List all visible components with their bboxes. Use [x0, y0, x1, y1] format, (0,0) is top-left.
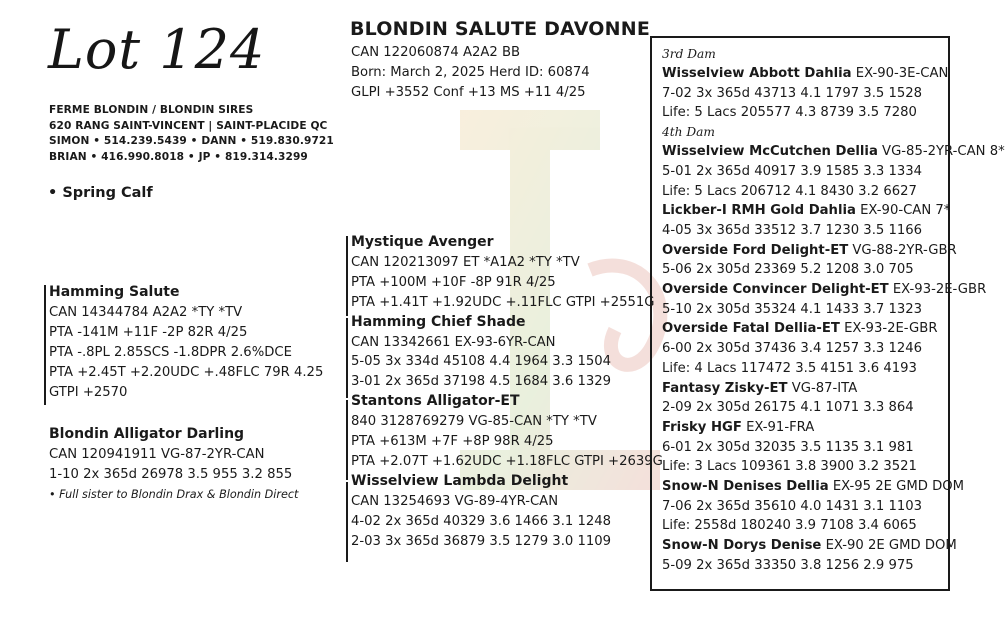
ancestor-line: 5-06 2x 305d 23369 5.2 1208 3.0 705: [662, 262, 914, 278]
ancestor-line: 4-05 3x 365d 33512 3.7 1230 3.5 1166: [662, 222, 923, 238]
generation-label: 3rd Dam: [662, 47, 716, 61]
sire-line: PTA -141M +11F -2P 82R 4/25: [49, 324, 248, 340]
farm-contacts-2: BRIAN • 416.990.8018 • JP • 819.314.3299: [49, 150, 308, 163]
dam-name: Blondin Alligator Darling: [49, 426, 245, 442]
ancestor-classification: EX-90-CAN 7*: [855, 203, 951, 219]
ancestor-classification: EX-90-3E-CAN: [851, 66, 949, 81]
ancestor-name: Wisselview McCutchen Dellia: [662, 144, 878, 160]
ancestor-bracket: [346, 400, 348, 480]
generation-label: 4th Dam: [662, 125, 715, 140]
animal-details: [351, 43, 590, 104]
sire-block: [49, 283, 323, 402]
ancestor-name: Hamming Chief Shade: [351, 313, 526, 330]
lot-number: Lot 124: [48, 18, 266, 81]
animal-name: BLONDIN SALUTE DAVONNE: [350, 18, 651, 40]
animal-proofs: GLPI +3552 Conf +13 MS +11 4/25: [351, 85, 586, 101]
ancestor-classification: EX-93-2E-GBR: [888, 282, 987, 298]
maternal-line: [662, 45, 1005, 576]
sire-line: PTA +2.45T +2.20UDC +.48FLC 79R 4.25: [49, 364, 324, 380]
ancestor-name: Overside Convincer Delight-ET: [662, 282, 889, 298]
ancestor-name: Frisky HGF: [662, 419, 742, 435]
ancestor-line: 840 3128769279 VG-85-CAN *TY *TV: [351, 414, 597, 430]
ancestor-line: Life: 5 Lacs 205577 4.3 8739 3.5 7280: [662, 105, 917, 121]
sire-bracket: [44, 285, 46, 405]
ancestor-line: 6-00 2x 305d 37436 3.4 1257 3.3 1246: [662, 341, 923, 357]
ancestor-name: Overside Fatal Dellia-ET: [662, 321, 840, 337]
ancestor-name: Wisselview Abbott Dahlia: [662, 66, 852, 81]
lot-status: • Spring Calf: [48, 185, 153, 201]
animal-registration: CAN 122060874 A2A2 BB: [351, 45, 521, 60]
sire-line: GTPI +2570: [49, 384, 128, 400]
ancestor-name: Lickber-I RMH Gold Dahlia: [662, 203, 856, 219]
ancestor-line: Life: 4 Lacs 117472 3.5 4151 3.6 4193: [662, 360, 917, 376]
ancestor-line: PTA +100M +10F -8P 91R 4/25: [351, 274, 556, 290]
sire-line: PTA -.8PL 2.85SCS -1.8DPR 2.6%DCE: [49, 344, 292, 360]
ancestor-line: 3-01 2x 365d 37198 4.5 1684 3.6 1329: [351, 374, 612, 390]
ancestor-classification: EX-93-2E-GBR: [839, 321, 938, 337]
ancestor-line: 6-01 2x 305d 32035 3.5 1135 3.1 981: [662, 439, 914, 455]
ancestor-line: 2-09 2x 305d 26175 4.1 1071 3.3 864: [662, 400, 914, 416]
dam-note: • Full sister to Blondin Drax & Blondin Direct: [49, 487, 299, 501]
dam-block: [49, 425, 298, 505]
farm-address: 620 RANG SAINT-VINCENT | SAINT-PLACIDE QC: [49, 119, 328, 132]
ancestor-line: Life: 2558d 180240 3.9 7108 3.4 6065: [662, 518, 917, 534]
ancestor-name: Snow-N Denises Dellia: [662, 479, 829, 495]
ancestor-classification: EX-95 2E GMD DOM: [828, 479, 965, 495]
ancestor-line: 5-01 2x 365d 40917 3.9 1585 3.3 1334: [662, 163, 923, 179]
dam-line: CAN 120941911 VG-87-2YR-CAN: [49, 446, 265, 462]
ancestor-bracket: [346, 482, 348, 562]
ancestor-line: Life: 5 Lacs 206712 4.1 8430 3.2 6627: [662, 183, 917, 199]
consignor-info: [49, 103, 334, 165]
ancestor-bracket: [346, 236, 348, 316]
pedigree-sire-side: [351, 233, 663, 552]
farm-name: FERME BLONDIN / BLONDIN SIRES: [49, 104, 254, 116]
ancestor-name: Mystique Avenger: [351, 234, 494, 250]
ancestor-line: PTA +1.41T +1.92UDC +.11FLC GTPI +2551G: [351, 294, 655, 310]
ancestor-line: PTA +2.07T +1.62UDC +1.18FLC GTPI +2639G: [351, 453, 663, 469]
ancestor-line: CAN 13254693 VG-89-4YR-CAN: [351, 493, 559, 509]
animal-birth: Born: March 2, 2025 Herd ID: 60874: [351, 65, 590, 81]
ancestor-name: Fantasy Zisky-ET: [662, 380, 788, 396]
ancestor-line: 7-02 3x 365d 43713 4.1 1797 3.5 1528: [662, 85, 923, 101]
ancestor-line: 5-05 3x 334d 45108 4.4 1964 3.3 1504: [351, 354, 612, 370]
dam-line: 1-10 2x 365d 26978 3.5 955 3.2 855: [49, 466, 293, 482]
ancestor-name: Wisselview Lambda Delight: [351, 472, 569, 489]
sire-line: CAN 14344784 A2A2 *TY *TV: [49, 304, 243, 320]
ancestor-classification: VG-87-ITA: [787, 380, 858, 396]
ancestor-classification: VG-88-2YR-GBR: [848, 242, 957, 258]
ancestor-line: CAN 13342661 EX-93-6YR-CAN: [351, 334, 556, 350]
ancestor-line: CAN 120213097 ET *A1A2 *TY *TV: [351, 254, 580, 270]
ancestor-name: Overside Ford Delight-ET: [662, 242, 849, 258]
ancestor-line: PTA +613M +7F +8P 98R 4/25: [351, 434, 554, 450]
farm-contacts-1: SIMON • 514.239.5439 • DANN • 519.830.9721: [49, 135, 334, 148]
ancestor-bracket: [346, 318, 348, 398]
ancestor-line: 2-03 3x 365d 36879 3.5 1279 3.0 1109: [351, 533, 612, 549]
ancestor-name: Snow-N Dorys Denise: [662, 538, 822, 554]
ancestor-line: 5-10 2x 305d 35324 4.1 1433 3.7 1323: [662, 301, 923, 317]
ancestor-line: 7-06 2x 365d 35610 4.0 1431 3.1 1103: [662, 498, 923, 514]
ancestor-classification: EX-91-FRA: [741, 419, 815, 435]
ancestor-line: Life: 3 Lacs 109361 3.8 3900 3.2 3521: [662, 459, 917, 475]
sire-name: Hamming Salute: [49, 284, 180, 300]
ancestor-name: Stantons Alligator-ET: [351, 393, 520, 410]
ancestor-classification: VG-85-2YR-CAN 8*: [877, 144, 1005, 160]
ancestor-line: 4-02 2x 365d 40329 3.6 1466 3.1 1248: [351, 513, 612, 529]
ancestor-classification: EX-90 2E GMD DOM: [821, 538, 957, 554]
ancestor-line: 5-09 2x 365d 33350 3.8 1256 2.9 975: [662, 557, 914, 573]
